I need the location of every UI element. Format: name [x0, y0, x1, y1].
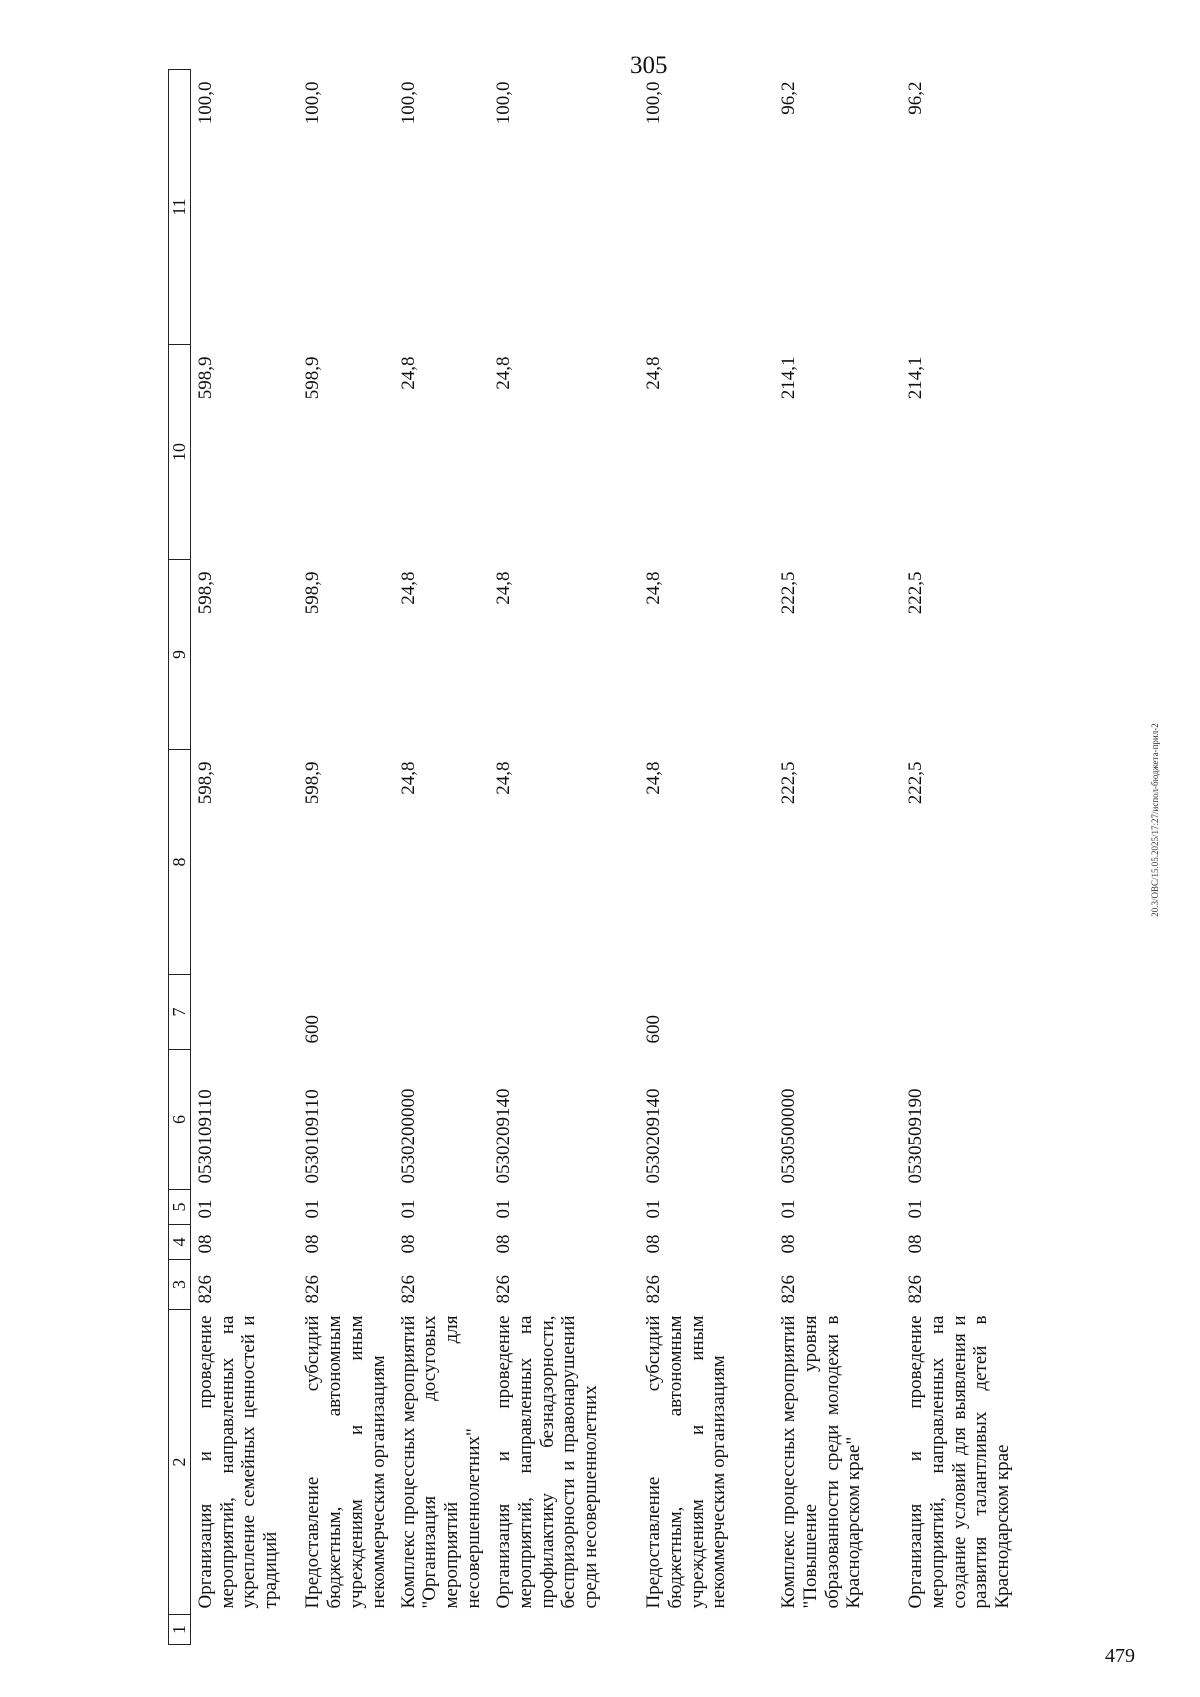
table-row	[489, 70, 639, 1645]
cell-grbs: 826	[302, 1275, 324, 1304]
col-num-8: 8	[169, 750, 191, 975]
cell-col11: 96,2	[904, 81, 926, 115]
cell-csr: 0530209140	[642, 1088, 664, 1184]
cell-col9: 24,8	[492, 571, 514, 605]
cell-empty	[774, 1615, 901, 1645]
cell-csr: 0530509190	[904, 1088, 926, 1184]
cell-vr	[774, 975, 901, 1050]
cell-col11: 100,0	[194, 81, 216, 125]
cell-empty	[639, 1615, 774, 1645]
cell-name: Организация и проведение мероприятий, направленных на профилактику безнадзорности, беспризорности и правонарушений среди несовершеннолетних	[492, 1315, 602, 1609]
cell-csr: 0530500000	[777, 1088, 799, 1184]
cell-col10: 598,9	[302, 356, 324, 400]
cell-col11: 96,2	[777, 81, 799, 115]
cell-col8: 24,8	[492, 761, 514, 795]
cell-rz: 08	[492, 1234, 514, 1254]
cell-vr	[489, 975, 639, 1050]
cell-col10: 598,9	[194, 356, 216, 400]
cell-rz: 08	[777, 1234, 799, 1254]
cell-col9: 24,8	[397, 571, 419, 605]
cell-csr: 0530200000	[397, 1088, 419, 1184]
col-num-10: 10	[169, 345, 191, 560]
cell-vr: 600	[302, 1015, 324, 1044]
cell-rz: 08	[904, 1234, 926, 1254]
cell-col10: 24,8	[642, 356, 664, 390]
cell-rz: 08	[302, 1234, 324, 1254]
cell-rz: 08	[397, 1234, 419, 1254]
col-num-9: 9	[169, 560, 191, 750]
table-row	[190, 70, 298, 1645]
cell-col11: 100,0	[302, 81, 324, 125]
col-num-7: 7	[169, 975, 191, 1050]
cell-empty	[901, 1615, 1051, 1645]
cell-rz: 08	[194, 1234, 216, 1254]
rotated-table-wrapper	[168, 69, 1051, 1645]
table-row	[901, 70, 1051, 1645]
cell-pr: 01	[194, 1199, 216, 1219]
sheet-number: 479	[1105, 1645, 1135, 1667]
cell-col9: 24,8	[642, 571, 664, 605]
cell-col11: 100,0	[397, 81, 419, 125]
cell-pr: 01	[904, 1199, 926, 1219]
col-num-11: 11	[169, 70, 191, 345]
cell-col8: 222,5	[777, 761, 799, 805]
cell-col9: 598,9	[302, 571, 324, 615]
col-num-6: 6	[169, 1050, 191, 1190]
col-num-5: 5	[169, 1190, 191, 1225]
table-row	[774, 70, 901, 1645]
cell-vr	[394, 975, 489, 1050]
cell-csr: 0530109110	[302, 1089, 324, 1184]
cell-csr: 0530109110	[194, 1089, 216, 1184]
cell-name: Предоставление субсидий бюджетным, автономным учреждениям и иным некоммерческим организациям	[642, 1315, 730, 1609]
cell-name: Комплекс процессных мероприятий "Организация досуговых мероприятий для несовершеннолетних"	[397, 1315, 485, 1609]
cell-vr	[190, 975, 298, 1050]
cell-empty	[190, 1615, 298, 1645]
cell-grbs: 826	[777, 1275, 799, 1304]
cell-pr: 01	[642, 1199, 664, 1219]
col-num-4: 4	[169, 1225, 191, 1260]
cell-col8: 598,9	[194, 761, 216, 805]
cell-grbs: 826	[194, 1275, 216, 1304]
cell-col9: 222,5	[777, 571, 799, 615]
cell-pr: 01	[777, 1199, 799, 1219]
cell-grbs: 826	[904, 1275, 926, 1304]
cell-empty	[489, 1615, 639, 1645]
budget-table	[168, 69, 1051, 1645]
col-num-2: 2	[169, 1310, 191, 1615]
cell-pr: 01	[397, 1199, 419, 1219]
cell-col11: 100,0	[492, 81, 514, 125]
cell-name: Организация и проведение мероприятий, направленных на укрепление семейных ценностей и традиций	[194, 1315, 282, 1609]
col-num-3: 3	[169, 1260, 191, 1310]
cell-col10: 24,8	[397, 356, 419, 390]
cell-col8: 598,9	[302, 761, 324, 805]
cell-pr: 01	[492, 1199, 514, 1219]
column-number-row	[169, 70, 191, 1645]
cell-vr	[901, 975, 1051, 1050]
cell-col8: 24,8	[397, 761, 419, 795]
cell-rz: 08	[642, 1234, 664, 1254]
cell-col10: 214,1	[904, 356, 926, 400]
table-row	[298, 70, 393, 1645]
cell-grbs: 826	[397, 1275, 419, 1304]
cell-col9: 222,5	[904, 571, 926, 615]
cell-csr: 0530209140	[492, 1088, 514, 1184]
cell-col8: 24,8	[642, 761, 664, 795]
cell-empty	[394, 1615, 489, 1645]
cell-grbs: 826	[492, 1275, 514, 1304]
footer-stamp: 20.3/OBC/15.05.2025/17:27/испол-бюджета-прил-2	[1150, 723, 1160, 917]
cell-name: Предоставление субсидий бюджетным, автономным учреждениям и иным некоммерческим организациям	[302, 1315, 389, 1609]
cell-col10: 24,8	[492, 356, 514, 390]
cell-name: Комплекс процессных мероприятий "Повышение уровня образованности среди молодежи в Краснодарском крае"	[777, 1315, 865, 1609]
cell-vr: 600	[642, 1015, 664, 1044]
col-num-1: 1	[169, 1615, 191, 1645]
cell-col9: 598,9	[194, 571, 216, 615]
page-number: 305	[630, 52, 668, 79]
cell-col10: 214,1	[777, 356, 799, 400]
cell-name: Организация и проведение мероприятий, направленных на создание условий для выявления и развития талантливых детей в Краснодарском крае	[904, 1315, 1014, 1609]
cell-col8: 222,5	[904, 761, 926, 805]
cell-pr: 01	[302, 1199, 324, 1219]
cell-col11: 100,0	[642, 81, 664, 125]
table-row	[639, 70, 774, 1645]
table-row	[394, 70, 489, 1645]
cell-grbs: 826	[642, 1275, 664, 1304]
cell-empty	[298, 1615, 393, 1645]
